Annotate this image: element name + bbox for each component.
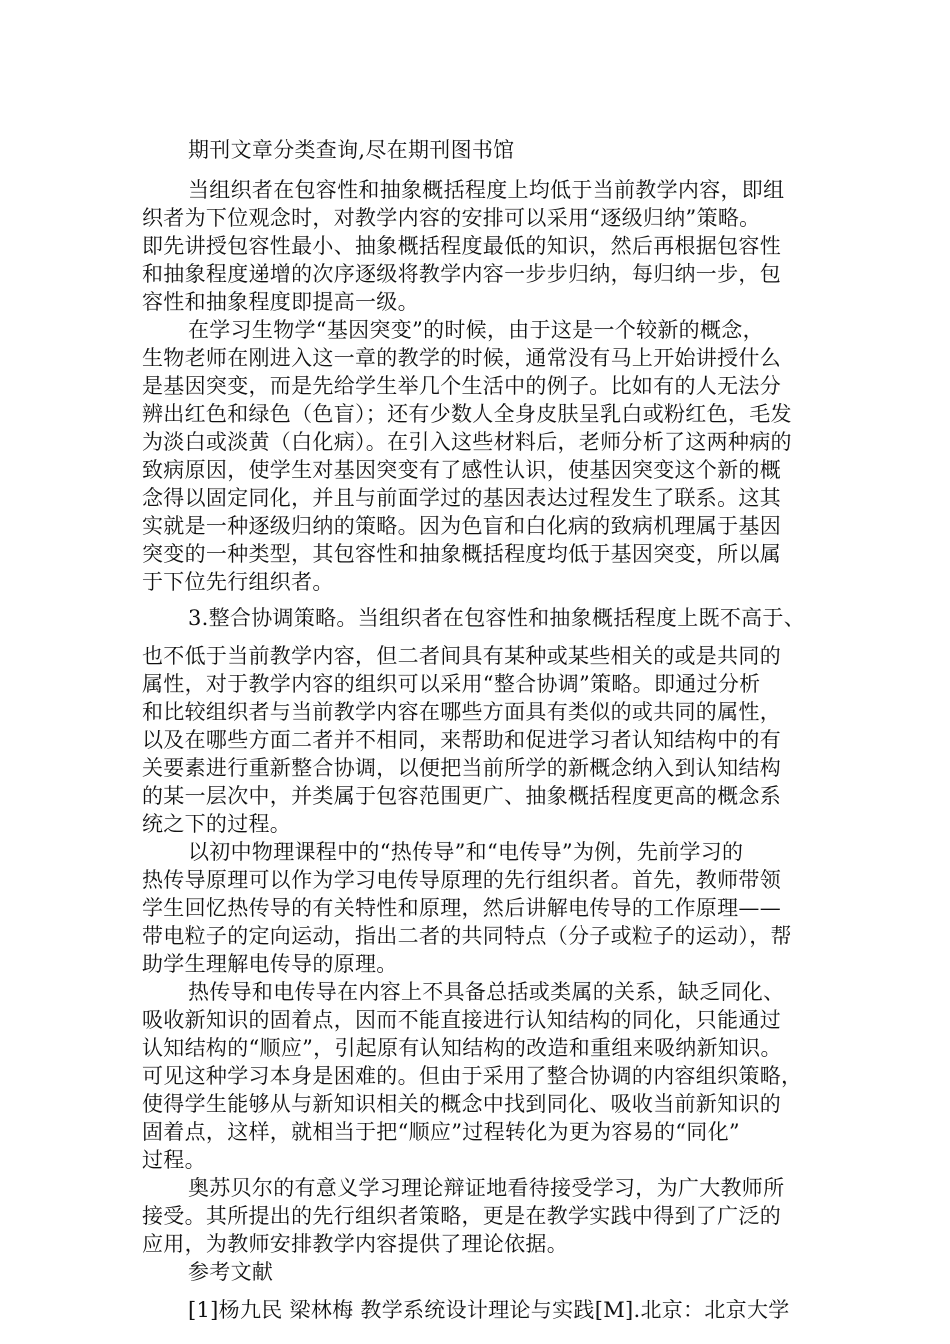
paragraph-line: 以及在哪些方面二者并不相同，来帮助和促进学习者认知结构中的有 [142,728,781,752]
paragraph-line: 关要素进行重新整合协调，以便把当前所学的新概念纳入到认知结构 [142,756,781,780]
paragraph-line: 吸收新知识的固着点，因而不能直接进行认知结构的同化，只能通过 [142,1008,781,1032]
paragraph-line: 固着点，这样，就相当于把“顺应”过程转化为更为容易的“同化” [142,1120,740,1144]
paragraph-line: 即先讲授包容性最小、抽象概括程度最低的知识，然后再根据包容性 [142,234,781,258]
paragraph-line: 致病原因，使学生对基因突变有了感性认识，使基因突变这个新的概 [142,458,781,482]
paragraph-line: 和比较组织者与当前教学内容在哪些方面具有类似的或共同的属性， [142,700,781,724]
paragraph-line: 和抽象程度递增的次序逐级将教学内容一步步归纳，每归纳一步，包 [142,262,781,286]
paragraph-line: 热传导原理可以作为学习电传导原理的先行组织者。首先，教师带领 [142,868,781,892]
paragraph-line: 助学生理解电传导的原理。 [142,952,398,976]
paragraph-line: 带电粒子的定向运动，指出二者的共同特点（分子或粒子的运动），帮 [142,924,792,948]
paragraph-line: 使得学生能够从与新知识相关的概念中找到同化、吸收当前新知识的 [142,1092,781,1116]
paragraph-line: 念得以固定同化，并且与前面学过的基因表达过程发生了联系。这其 [142,486,781,510]
paragraph-line: 为淡白或淡黄（白化病）。在引入这些材料后，老师分析了这两种病的 [142,430,792,454]
paragraph-line: 也不低于当前教学内容，但二者间具有某种或某些相关的或是共同的 [142,644,781,668]
paragraph-line: 统之下的过程。 [142,812,292,836]
paragraph-line: 奥苏贝尔的有意义学习理论辩证地看待接受学习，为广大教师所 [188,1176,785,1200]
paragraph-line: 的某一层次中，并类属于包容范围更广、抽象概括程度更高的概念系 [142,784,781,808]
paragraph-line: 过程。 [142,1148,206,1172]
section-heading-line: 3.整合协调策略。当组织者在包容性和抽象概括程度上既不高于、 [188,606,806,630]
paragraph-line: 认知结构的“顺应”，引起原有认知结构的改造和重组来吸纳新知识。 [142,1036,782,1060]
paragraph-line: 可见这种学习本身是困难的。但由于采用了整合协调的内容组织策略， [142,1064,803,1088]
journal-note: 期刊文章分类查询,尽在期刊图书馆 [188,138,515,162]
paragraph-line: 接受。其所提出的先行组织者策略，更是在教学实践中得到了广泛的 [142,1204,781,1228]
paragraph-line: 属性，对于教学内容的组织可以采用“整合协调”策略。即通过分析 [142,672,761,696]
paragraph-line: 容性和抽象程度即提高一级。 [142,290,419,314]
paragraph-line: 辨出红色和绿色（色盲）；还有少数人全身皮肤呈乳白或粉红色，毛发 [142,402,792,426]
paragraph-line: 当组织者在包容性和抽象概括程度上均低于当前教学内容，即组 [188,178,785,202]
paragraph-line: 热传导和电传导在内容上不具备总括或类属的关系，缺乏同化、 [188,980,785,1004]
reference-item: [1]杨九民 梁林梅 教学系统设计理论与实践[M].北京：北京大学 [188,1298,790,1322]
paragraph-line: 织者为下位观念时，对教学内容的安排可以采用“逐级归纳”策略。 [142,206,761,230]
paragraph-line: 学生回忆热传导的有关特性和原理，然后讲解电传导的工作原理—— [142,896,781,920]
paragraph-line: 实就是一种逐级归纳的策略。因为色盲和白化病的致病机理属于基因 [142,514,781,538]
paragraph-line: 于下位先行组织者。 [142,570,334,594]
references-heading: 参考文献 [188,1260,274,1284]
paragraph-line: 是基因突变，而是先给学生举几个生活中的例子。比如有的人无法分 [142,374,781,398]
paragraph-line: 突变的一种类型，其包容性和抽象概括程度均低于基因突变，所以属 [142,542,781,566]
paragraph-line: 以初中物理课程中的“热传导”和“电传导”为例，先前学习的 [188,840,744,864]
paragraph-line: 应用，为教师安排教学内容提供了理论依据。 [142,1232,568,1256]
paragraph-line: 在学习生物学“基因突变”的时候，由于这是一个较新的概念， [188,318,764,342]
paragraph-line: 生物老师在刚进入这一章的教学的时候，通常没有马上开始讲授什么 [142,346,781,370]
